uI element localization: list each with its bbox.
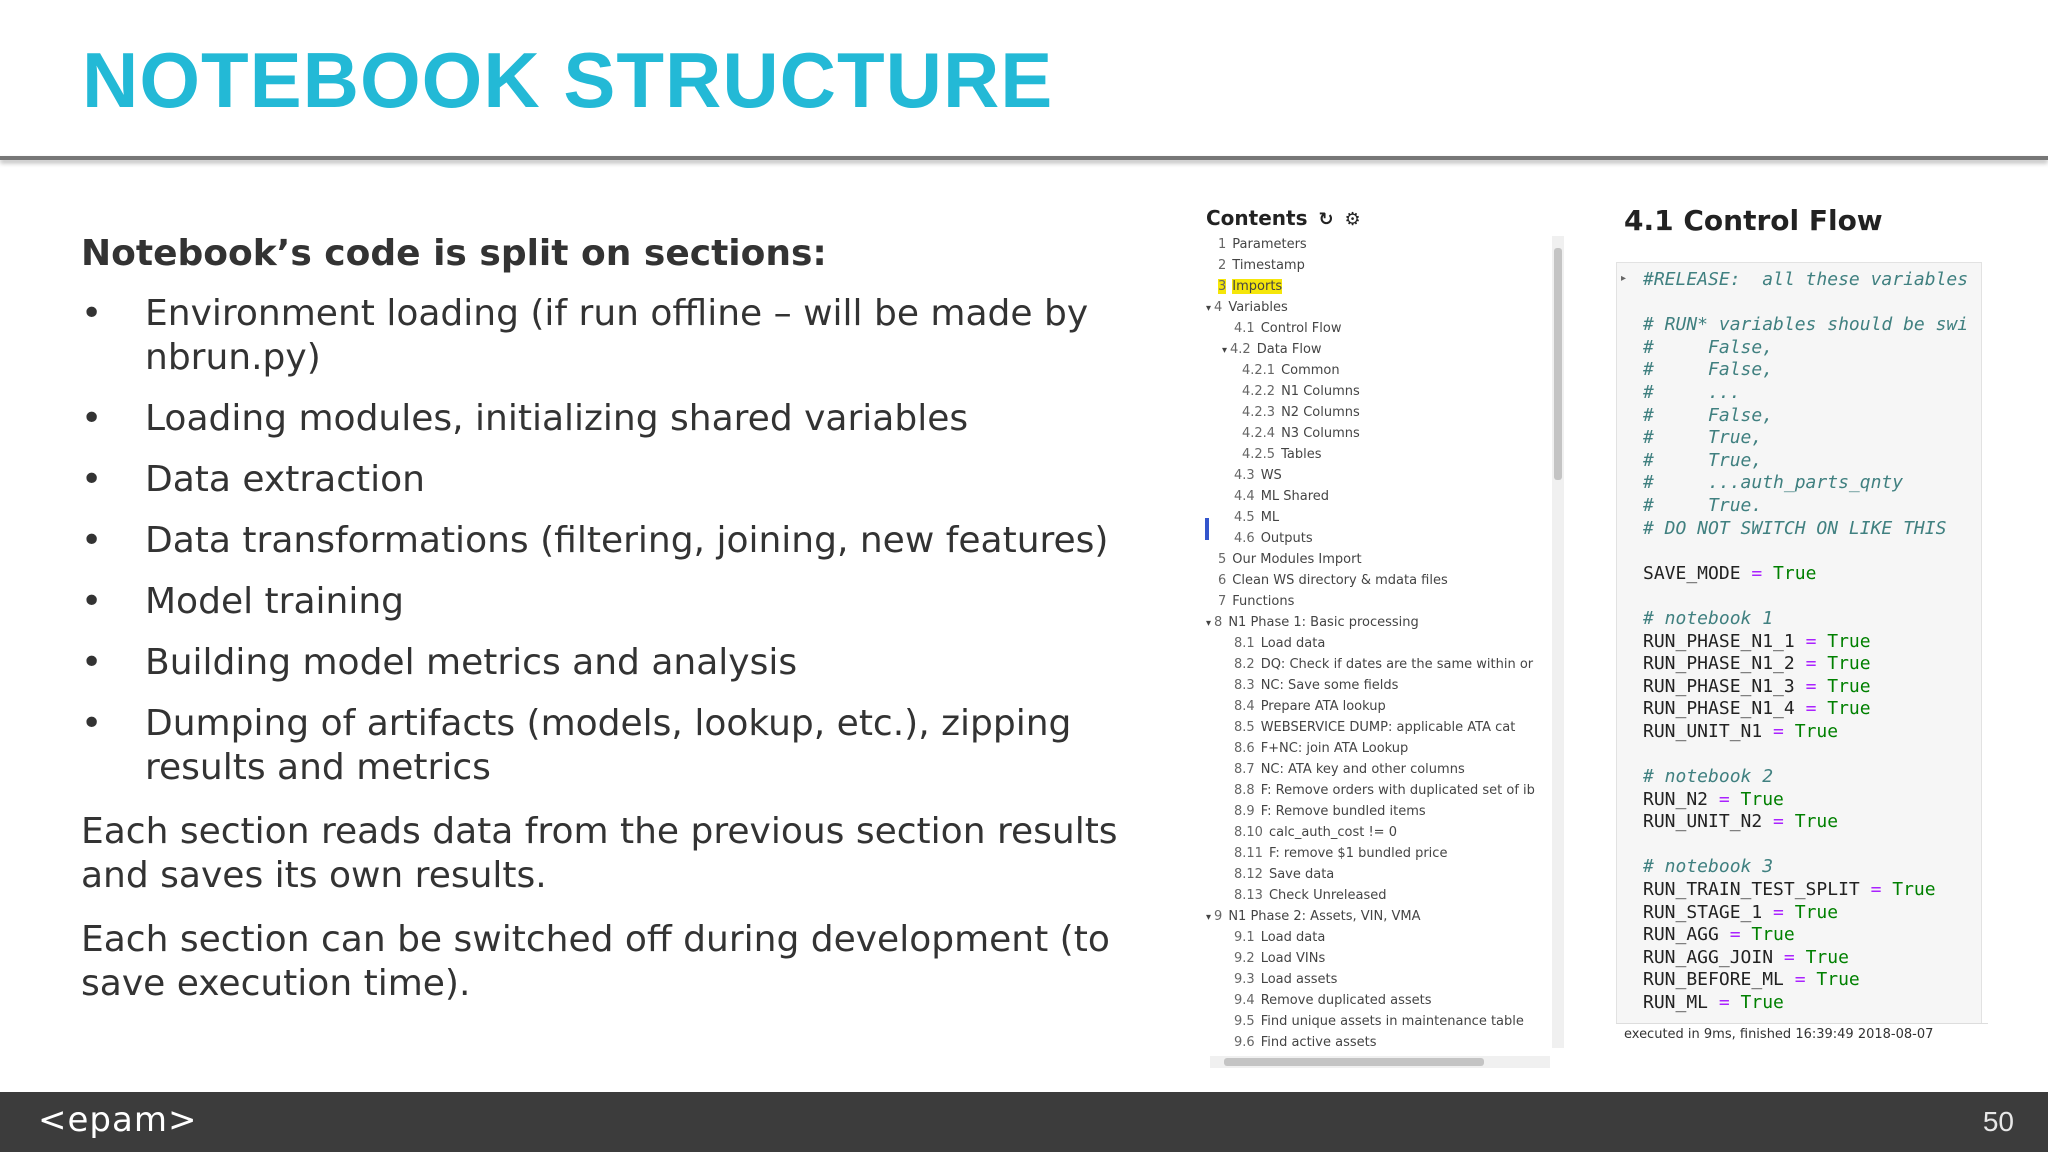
- toc-item-number: 9.3: [1234, 972, 1255, 987]
- code-token: RUN_PHASE_N1_2: [1643, 653, 1806, 675]
- gear-icon[interactable]: ⚙: [1344, 209, 1361, 230]
- code-token: True: [1816, 675, 1871, 697]
- code-token: =: [1783, 946, 1795, 968]
- code-token: True: [1816, 653, 1871, 675]
- toc-panel: [1200, 200, 1570, 1075]
- toc-item[interactable]: [1200, 1032, 1550, 1053]
- toc-item-label: F+NC: join ATA Lookup: [1260, 741, 1409, 756]
- code-token: True: [1794, 946, 1849, 968]
- toc-item-number: 7: [1218, 594, 1227, 609]
- toc-item-number: 8.6: [1234, 741, 1255, 756]
- toc-item-label: F: Remove orders with duplicated set of ib: [1260, 783, 1535, 798]
- toc-item-label: Load assets: [1260, 972, 1338, 987]
- toc-item-label: Common: [1281, 363, 1340, 378]
- section-bullet: [81, 641, 1141, 685]
- toc-item[interactable]: [1200, 843, 1550, 864]
- toc-item[interactable]: [1200, 885, 1550, 906]
- toc-item-number: 8.9: [1234, 804, 1255, 819]
- toc-item[interactable]: [1200, 465, 1550, 486]
- code-token: RUN_PHASE_N1_1: [1643, 630, 1806, 652]
- toc-vertical-scroll-thumb[interactable]: [1554, 248, 1562, 480]
- section-bullet: [81, 580, 1141, 624]
- code-token: # RUN* variables should be swi: [1643, 314, 1969, 336]
- bullet-text: Dumping of artifacts (models, lookup, etc.), zipping results and metrics: [145, 703, 1072, 788]
- toc-item-label: Timestamp: [1232, 258, 1305, 273]
- toc-item-number: 4: [1214, 300, 1223, 315]
- toc-item-number: 8.2: [1234, 657, 1255, 672]
- toc-item-number: 4.6: [1234, 531, 1255, 546]
- section-bullet: [81, 458, 1141, 502]
- code-token: True: [1729, 992, 1784, 1013]
- toc-item-number: 8.1: [1234, 636, 1255, 651]
- code-token: # notebook 1: [1643, 607, 1774, 629]
- code-token: True: [1783, 720, 1839, 742]
- code-token: =: [1870, 879, 1882, 901]
- expand-arrow-icon[interactable]: ▾: [1206, 303, 1212, 314]
- toc-title: Contents: [1206, 206, 1308, 230]
- toc-item-number: 9.4: [1234, 993, 1255, 1008]
- toc-item-label: Prepare ATA lookup: [1260, 699, 1386, 714]
- toc-item-label: Our Modules Import: [1232, 552, 1362, 567]
- code-line: [1643, 540, 1968, 563]
- toc-item[interactable]: [1200, 423, 1550, 444]
- toc-list: [1200, 234, 1550, 1053]
- toc-item[interactable]: [1200, 507, 1550, 528]
- bullet-dot: •: [81, 459, 103, 500]
- toc-item-number: 4.2.1: [1242, 363, 1276, 378]
- toc-item-label: ML Shared: [1260, 489, 1330, 504]
- code-line: [1643, 924, 1968, 947]
- code-line: [1643, 631, 1968, 654]
- toc-item[interactable]: [1200, 864, 1550, 885]
- code-token: RUN_TRAIN_TEST_SPLIT: [1643, 879, 1871, 901]
- toc-item-label: calc_auth_cost != 0: [1268, 825, 1397, 840]
- section-bullet: [81, 519, 1141, 563]
- code-line: [1643, 721, 1968, 744]
- page-number: 50: [1982, 1106, 2014, 1137]
- code-token: # False,: [1643, 359, 1774, 381]
- toc-horizontal-scrollbar[interactable]: [1210, 1056, 1550, 1068]
- code-line: [1643, 789, 1968, 812]
- toc-item[interactable]: [1200, 633, 1550, 654]
- toc-item[interactable]: [1200, 318, 1550, 339]
- toc-item-number: 8.12: [1234, 867, 1263, 882]
- code-line: [1643, 676, 1968, 699]
- toc-item[interactable]: [1200, 780, 1550, 801]
- code-line: [1643, 879, 1968, 902]
- code-token: RUN_N2: [1643, 788, 1719, 810]
- toc-item-number: 4.5: [1234, 510, 1255, 525]
- code-token: #RELEASE: all these variables: [1643, 269, 1969, 290]
- code-token: =: [1718, 992, 1730, 1013]
- toc-item-number: 9.2: [1234, 951, 1255, 966]
- toc-item-label: WEBSERVICE DUMP: applicable ATA cat: [1260, 720, 1516, 735]
- slide-title: NOTEBOOK STRUCTURE: [82, 36, 1054, 124]
- code-token: =: [1729, 924, 1741, 946]
- code-token: RUN_UNIT_N1: [1643, 720, 1774, 742]
- code-lines: [1643, 269, 1968, 1015]
- toc-item-number: 8.10: [1234, 825, 1263, 840]
- toc-item-label: F: remove $1 bundled price: [1268, 846, 1448, 861]
- code-line: [1643, 947, 1968, 970]
- toc-item[interactable]: [1200, 654, 1550, 675]
- code-line: [1643, 314, 1968, 337]
- code-line: [1643, 608, 1968, 631]
- toc-item[interactable]: [1200, 339, 1550, 360]
- toc-horizontal-scroll-thumb[interactable]: [1224, 1058, 1484, 1066]
- code-token: # True,: [1643, 449, 1763, 471]
- code-token: =: [1773, 901, 1784, 923]
- toc-item[interactable]: [1200, 528, 1550, 549]
- refresh-icon[interactable]: ↻: [1318, 209, 1334, 230]
- bullet-text: Environment loading (if run offline – will be made by nbrun.py): [145, 293, 1089, 378]
- toc-item[interactable]: [1200, 486, 1550, 507]
- toc-item[interactable]: [1200, 1011, 1550, 1032]
- toc-item[interactable]: [1200, 612, 1550, 633]
- code-line: [1643, 698, 1968, 721]
- collapse-icon[interactable]: ▸: [1621, 273, 1627, 284]
- code-line: [1643, 585, 1968, 608]
- code-token: RUN_BEFORE_ML: [1643, 969, 1795, 991]
- code-token: True: [1881, 879, 1936, 901]
- toc-item-number: 8.11: [1234, 846, 1263, 861]
- toc-item-label: Clean WS directory & mdata files: [1232, 573, 1448, 588]
- toc-item-label: Variables: [1228, 300, 1288, 315]
- toc-item-label: Load VINs: [1260, 951, 1326, 966]
- code-line: [1643, 427, 1968, 450]
- toc-item-label: Functions: [1232, 594, 1295, 609]
- code-token: True: [1740, 924, 1795, 946]
- code-token: # False,: [1643, 404, 1774, 426]
- toc-item-number: 5: [1218, 552, 1227, 567]
- code-token: =: [1718, 788, 1730, 810]
- code-token: =: [1805, 675, 1817, 697]
- code-token: True: [1816, 630, 1871, 652]
- code-line: [1643, 382, 1968, 405]
- toc-item-number: 8.5: [1234, 720, 1255, 735]
- code-section-title: 4.1 Control Flow: [1624, 204, 1883, 237]
- code-token: RUN_STAGE_1: [1643, 901, 1774, 923]
- toc-item[interactable]: [1200, 276, 1550, 297]
- toc-item-number: 6: [1218, 573, 1227, 588]
- code-token: =: [1751, 562, 1763, 584]
- toc-vertical-scrollbar[interactable]: [1552, 236, 1564, 1048]
- toc-item-number: 1: [1218, 237, 1227, 252]
- code-token: RUN_UNIT_N2: [1643, 811, 1774, 833]
- toc-item[interactable]: [1200, 255, 1550, 276]
- toc-item-label: N3 Columns: [1281, 426, 1360, 441]
- code-token: RUN_ML: [1643, 992, 1719, 1013]
- code-token: =: [1773, 811, 1784, 833]
- expand-arrow-icon[interactable]: ▾: [1222, 345, 1228, 356]
- toc-item[interactable]: [1200, 906, 1550, 927]
- toc-item-label: Check Unreleased: [1268, 888, 1387, 903]
- paragraph-sections-switch: Each section can be switched off during development (to save execution time).: [81, 919, 1110, 1004]
- code-line: [1643, 495, 1968, 518]
- toc-item[interactable]: [1200, 738, 1550, 759]
- toc-item-number: 9.6: [1234, 1035, 1255, 1050]
- bullet-dot: •: [81, 703, 103, 744]
- code-line: [1643, 563, 1968, 586]
- code-token: RUN_AGG_JOIN: [1643, 946, 1784, 968]
- toc-item-number: 9.5: [1234, 1014, 1255, 1029]
- code-token: # True.: [1643, 494, 1763, 516]
- toc-item[interactable]: [1200, 297, 1550, 318]
- toc-item-label: DQ: Check if dates are the same within or: [1260, 657, 1534, 672]
- toc-item-label: N2 Columns: [1281, 405, 1360, 420]
- toc-item-label: Imports: [1232, 279, 1283, 294]
- toc-item[interactable]: [1200, 360, 1550, 381]
- code-line: [1643, 472, 1968, 495]
- bullet-text: Loading modules, initializing shared variables: [145, 398, 969, 439]
- code-token: True: [1783, 811, 1839, 833]
- toc-item-number: 8.7: [1234, 762, 1255, 777]
- code-line: [1643, 856, 1968, 879]
- code-token: RUN_PHASE_N1_3: [1643, 675, 1806, 697]
- toc-item-label: WS: [1260, 468, 1282, 483]
- toc-item-number: 8.3: [1234, 678, 1255, 693]
- toc-item-label: F: Remove bundled items: [1260, 804, 1426, 819]
- toc-item-number: 3: [1218, 279, 1227, 294]
- toc-item[interactable]: [1200, 759, 1550, 780]
- bullet-dot: •: [81, 520, 103, 561]
- bullet-text: Data transformations (filtering, joining, new features): [145, 520, 1109, 561]
- toc-item-number: 4.2: [1230, 342, 1251, 357]
- toc-item-label: N1 Columns: [1281, 384, 1360, 399]
- code-line: [1643, 969, 1968, 992]
- toc-item[interactable]: [1200, 570, 1550, 591]
- toc-item-label: Control Flow: [1260, 321, 1342, 336]
- code-token: True: [1805, 969, 1860, 991]
- code-line: [1643, 292, 1968, 315]
- toc-item-label: ML: [1260, 510, 1280, 525]
- expand-arrow-icon[interactable]: ▾: [1206, 912, 1212, 923]
- toc-item-number: 9: [1214, 909, 1223, 924]
- toc-item-label: Tables: [1281, 447, 1322, 462]
- bullet-text: Data extraction: [145, 459, 425, 500]
- code-line: [1643, 405, 1968, 428]
- toc-item-number: 4.1: [1234, 321, 1255, 336]
- epam-logo: <epam>: [38, 1100, 198, 1140]
- code-token: SAVE_MODE: [1643, 562, 1752, 584]
- code-line: [1643, 269, 1968, 292]
- toc-item-label: Load data: [1260, 930, 1326, 945]
- toc-item-number: 8: [1214, 615, 1223, 630]
- toc-item-label: NC: Save some fields: [1260, 678, 1399, 693]
- code-line: [1643, 834, 1968, 857]
- toc-item-number: 8.13: [1234, 888, 1263, 903]
- toc-item[interactable]: [1200, 444, 1550, 465]
- code-token: True: [1783, 901, 1839, 923]
- toc-item-label: Parameters: [1232, 237, 1307, 252]
- code-token: # True,: [1643, 427, 1763, 449]
- section-bullet: [81, 397, 1141, 441]
- toc-item[interactable]: [1200, 990, 1550, 1011]
- toc-item-label: N1 Phase 1: Basic processing: [1228, 615, 1419, 630]
- code-line: [1643, 359, 1968, 382]
- toc-header: [1206, 206, 1361, 230]
- code-line: [1643, 450, 1968, 473]
- bullet-text: Building model metrics and analysis: [145, 642, 798, 683]
- toc-item-label: Find active assets: [1260, 1035, 1377, 1050]
- code-line: [1643, 653, 1968, 676]
- bullet-dot: •: [81, 293, 103, 334]
- code-line: [1643, 743, 1968, 766]
- paragraph-sections-read: Each section reads data from the previous section results and saves its own results.: [81, 811, 1118, 896]
- toc-item-label: Remove duplicated assets: [1260, 993, 1432, 1008]
- toc-item[interactable]: [1200, 402, 1550, 423]
- toc-item-label: NC: ATA key and other columns: [1260, 762, 1465, 777]
- toc-item-label: Load data: [1260, 636, 1326, 651]
- toc-current-marker: [1205, 518, 1209, 540]
- code-token: # notebook 2: [1643, 766, 1774, 788]
- toc-item[interactable]: [1200, 675, 1550, 696]
- code-token: =: [1773, 720, 1784, 742]
- code-token: # ...auth_parts_qnty: [1643, 472, 1904, 494]
- toc-item-number: 4.2.5: [1242, 447, 1276, 462]
- section-bullet: [81, 292, 1141, 380]
- code-line: [1643, 902, 1968, 925]
- header-divider: [0, 156, 2048, 160]
- toc-item[interactable]: [1200, 549, 1550, 570]
- footer-bar: [0, 1092, 2048, 1152]
- toc-item-number: 2: [1218, 258, 1227, 273]
- code-token: True: [1762, 562, 1817, 584]
- code-token: RUN_AGG: [1643, 924, 1730, 946]
- toc-item-number: 4.2.2: [1242, 384, 1276, 399]
- bullet-text: Model training: [145, 581, 404, 622]
- intro-text: Notebook’s code is split on sections:: [81, 233, 827, 274]
- code-token: =: [1794, 969, 1806, 991]
- slide-body: [81, 232, 1141, 1006]
- toc-item-label: Outputs: [1260, 531, 1313, 546]
- toc-item[interactable]: [1200, 948, 1550, 969]
- code-token: # ...: [1643, 381, 1741, 403]
- toc-item-number: 8.8: [1234, 783, 1255, 798]
- toc-item[interactable]: [1200, 822, 1550, 843]
- toc-item[interactable]: [1200, 969, 1550, 990]
- toc-item[interactable]: [1200, 381, 1550, 402]
- code-line: [1643, 992, 1968, 1015]
- bullet-dot: •: [81, 581, 103, 622]
- toc-item-label: Save data: [1268, 867, 1335, 882]
- code-cell[interactable]: [1616, 262, 1982, 1029]
- bullet-dot: •: [81, 398, 103, 439]
- toc-item[interactable]: [1200, 927, 1550, 948]
- toc-item-number: 8.4: [1234, 699, 1255, 714]
- code-token: True: [1816, 698, 1871, 720]
- code-line: [1643, 337, 1968, 360]
- code-line: [1643, 766, 1968, 789]
- expand-arrow-icon[interactable]: ▾: [1206, 618, 1212, 629]
- toc-item[interactable]: [1200, 801, 1550, 822]
- execution-status: executed in 9ms, finished 16:39:49 2018-08-07: [1616, 1023, 1988, 1046]
- toc-item-number: 4.4: [1234, 489, 1255, 504]
- toc-item[interactable]: [1200, 591, 1550, 612]
- code-token: # False,: [1643, 336, 1774, 358]
- code-token: # DO NOT SWITCH ON LIKE THIS: [1643, 517, 1947, 539]
- code-token: =: [1805, 698, 1817, 720]
- toc-item-number: 4.2.4: [1242, 426, 1276, 441]
- toc-item-number: 4.3: [1234, 468, 1255, 483]
- section-list: [81, 292, 1141, 790]
- code-token: RUN_PHASE_N1_4: [1643, 698, 1806, 720]
- code-token: =: [1805, 630, 1817, 652]
- toc-item-label: Data Flow: [1256, 342, 1322, 357]
- toc-item-label: N1 Phase 2: Assets, VIN, VMA: [1228, 909, 1421, 924]
- code-line: [1643, 518, 1968, 541]
- code-token: True: [1729, 788, 1784, 810]
- toc-item-number: 9.1: [1234, 930, 1255, 945]
- code-line: [1643, 811, 1968, 834]
- toc-item-number: 4.2.3: [1242, 405, 1276, 420]
- code-token: =: [1805, 653, 1817, 675]
- section-bullet: [81, 702, 1141, 790]
- bullet-dot: •: [81, 642, 103, 683]
- toc-item-label: Find unique assets in maintenance table: [1260, 1014, 1524, 1029]
- toc-item[interactable]: [1200, 717, 1550, 738]
- code-token: # notebook 3: [1643, 856, 1774, 878]
- toc-item[interactable]: [1200, 696, 1550, 717]
- toc-item[interactable]: [1200, 234, 1550, 255]
